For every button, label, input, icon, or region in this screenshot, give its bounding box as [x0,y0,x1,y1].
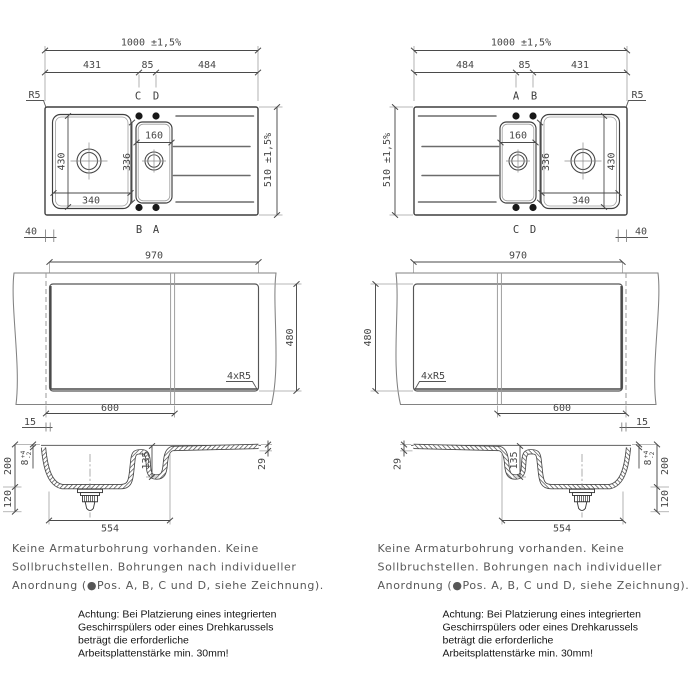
dim-small-depth-left: 135 [141,451,152,470]
cutout-radius-label-right: 4xR5 [420,371,446,382]
dim-rim-thickness-left: $8^{+4}-2$ [20,450,33,466]
dim-total-width-right: 1000 ±1,5% [490,37,552,49]
dim-seg484-left: 484 [197,60,217,71]
warning-line-2-right: Geschirrspülers oder eines Drehkarussels [442,621,638,634]
dim-small-depth-right: 135 [509,451,520,470]
dim-cutout-height-right: 480 [363,328,374,347]
corner-radius-label-left: R5 [28,90,41,101]
warning-line-1-right: Achtung: Bei Platzierung eines integrierten [442,608,641,621]
hole-label-d-left: D [152,90,160,103]
hole-label-a-right: A [512,90,520,103]
hole-label-b-right: B [530,90,538,103]
warning-line-1-left: Achtung: Bei Platzierung eines integrierten [78,608,277,621]
note-line-1-right: Keine Armaturbohrung vorhanden. Keine [377,542,625,555]
dim-cutout-width-right: 970 [508,250,528,262]
warning-line-3-right: beträgt die erforderliche [442,634,554,647]
dim-depth-left: 200 [3,456,14,476]
note-line-2-left: Sollbruchstellen. Bohrungen nach individueller [12,560,297,574]
dim-total-height-right: 510 ±1,5% [382,132,393,188]
warning-line-2-left: Geschirrspülers oder eines Drehkarussels [78,621,274,634]
dim-cutout-height-left: 480 [285,328,296,347]
dim-basin-width-right: 340 [571,195,591,207]
note-line-3-left: Anordnung (●Pos. A, B, C und D, siehe Zeichnung). [12,579,324,592]
hole-label-c-left: C [134,90,142,103]
dim-edge-offset-left: 40 [24,226,38,238]
dim-basin-height-left: 430 [56,152,68,171]
dim-total-width-left: 1000 ±1,5% [120,37,182,49]
hole-label-c-right: C [512,224,520,236]
hole-label-a-left: A [152,224,160,236]
dim-cabinet-width-left: 600 [100,403,120,414]
dim-cutout-offset-right: 15 [635,417,649,428]
dim-seg431-right: 431 [570,60,590,71]
dim-seg484-right: 484 [455,60,475,71]
dim-small-basin-width-left: 160 [144,130,164,142]
dim-cabinet-width-right: 600 [552,403,572,414]
dim-small-basin-width-right: 160 [508,130,528,142]
dim-small-basin-height-right: 336 [541,152,552,172]
dim-rim-thickness-right: $8^{+4}-2$ [643,450,656,466]
dim-board-thickness-right: 29 [392,457,404,471]
dim-board-thickness-left: 29 [257,457,268,471]
dim-edge-offset-right: 40 [634,226,648,238]
note-line-1-left: Keine Armaturbohrung vorhanden. Keine [12,542,259,555]
dim-seg85-left: 85 [141,60,154,71]
dim-depth-right: 200 [660,456,671,476]
hole-label-d-right: D [529,224,537,236]
cutout-radius-label-left: 4xR5 [226,371,252,382]
hole-label-b-left: B [135,224,143,236]
dim-cutout-width-left: 970 [144,250,164,262]
dim-seg85-right: 85 [518,60,531,71]
dim-bottom-width-left: 554 [100,523,120,535]
dim-small-basin-height-left: 336 [122,152,133,172]
dim-seg431-left: 431 [82,60,102,71]
warning-line-4-left: Arbeitsplattenstärke min. 30mm! [78,647,229,660]
warning-line-4-right: Arbeitsplattenstärke min. 30mm! [442,647,594,660]
dim-drain-height-right: 120 [660,489,671,509]
note-line-2-right: Sollbruchstellen. Bohrungen nach individueller [377,560,662,574]
corner-radius-label-right: R5 [631,90,644,101]
dim-bottom-width-right: 554 [552,523,572,535]
dim-drain-height-left: 120 [3,489,14,509]
dim-total-height-left: 510 ±1,5% [263,132,274,188]
warning-line-3-left: beträgt die erforderliche [78,634,189,647]
dim-cutout-offset-left: 15 [23,417,37,428]
dim-basin-width-left: 340 [81,195,101,207]
note-line-3-right: Anordnung (●Pos. A, B, C und D, siehe Zeichnung). [377,579,690,592]
dim-basin-height-right: 430 [606,152,618,171]
